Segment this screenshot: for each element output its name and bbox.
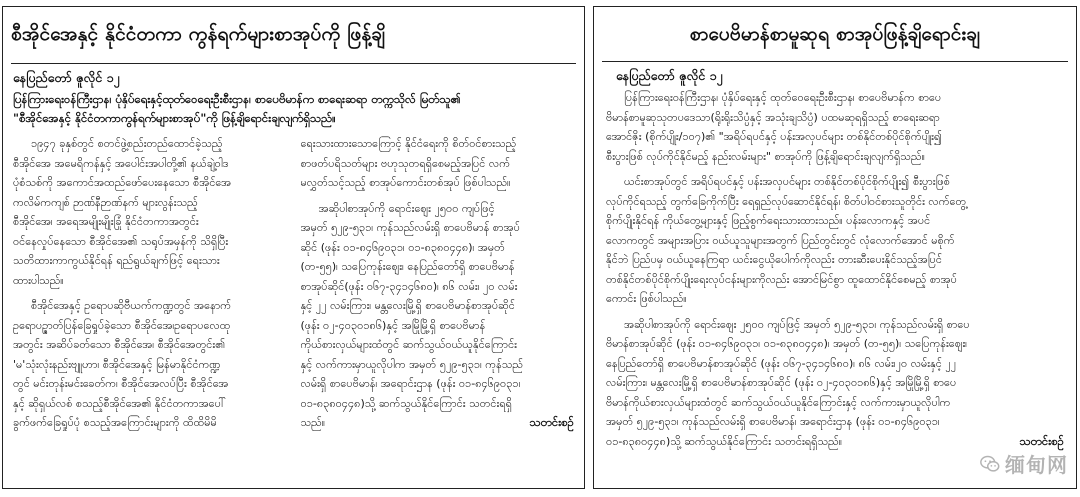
text-line: ကိုယ်စားလှယ်များထံတွင် ဆက်သွယ်ဝယ်ယူနိုင်ကြောင်း xyxy=(300,338,517,351)
left-signature: သတင်းစဉ် xyxy=(529,415,574,429)
right-article xyxy=(593,6,1077,489)
text-line: လုပ်ကိုင်ရသည့် တွက်ခြေကိုက်ပြီး ရေရှည်လုပ်ဆောင်နိုင်ရန်၊ စိတ်ပါဝင်စားသူတိုင်း လက်တွေ့ xyxy=(606,194,967,208)
left-lead xyxy=(3,90,584,128)
text-line: အတွင်း အဆိပ်ခတ်သော စီအိုင်အေ၊ စီအိုင်အေတွင်း၏ xyxy=(13,338,225,351)
right-paragraph-3 xyxy=(606,315,1064,452)
watermark-text: 缅甸网 xyxy=(1005,453,1068,477)
text-line: ဥရောပဥ္ဇာတ်ပြန်ခြေရှုပ်ခဲ့သော စီအိုင်အေ၊ဥရောပလေထု xyxy=(13,318,231,332)
text-line: နေပြည်တော်ရှိ စာပေဗိမာန်စာအုပ်ဆိုင် (ဖုန်း ၀၆၇-၃၄၁၄၆၈၀)၊ ၈၆ လမ်း၊၂၀ လမ်းနှင့် ၂၂ xyxy=(606,356,957,370)
left-col1-paragraph-2 xyxy=(13,296,287,433)
text-line: (ဖုန်း ၀၂-၄၀၃၀၁၈၆)နှင့် အမြိုမြို့ရှိ စာပေဗိမာန် xyxy=(300,318,486,332)
text-line: စီအိုင်အေ၊ အရေအမျိုးမျိုးခြုံ နိုင်ငံတကာအတွင်း xyxy=(13,215,199,228)
text-line: ဆိုင် (ဖုန်း ၀၁-၈၄၆၉၀၃၁၊ ၀၁-၈၃၈၀၄၄၈)၊ အမှတ် xyxy=(300,240,505,254)
text-line: ကလိမ်ကကျစ် ဉာဏ်နီဉာဏ်နက် များလွန်းသည့် xyxy=(13,195,198,209)
text-line: အမှတ် ၅၂၉-၅၃၁၊ ကုန်သည်လမ်းရှိ စာပေဗိမာန်၊ အရောင်းဌာန (ဖုန်း ၀၁-၈၄၆၉၀၃၁၊ xyxy=(606,415,940,428)
text-line: ဗိမာန်စာမူဆုသုတပဒေသာ(ရိုးရိုးသိပ္ပံနှင့် အသုံးချသိပ္ပံ) ပထမဆုရရှိသည့် စာရေးဆရာ xyxy=(606,110,940,124)
text-line: တစ်နိုင်တစ်ပိုင်စိုက်ပျိုးရေးလုပ်ငန်းများကိုလည်း အောင်မြင်စွာ ထူထောင်နိုင်စေမည့် စာအုပ် xyxy=(606,272,957,286)
text-line: စီအိုင်အေနှင့် ဥရောပဆိုဗီယက်ကဏ္ဍတွင် အနောက် xyxy=(31,299,232,312)
text-line: လောကတွင် အများအပြား ဝယ်ယူသူများအတွက် ပြည်တွင်းတွင် လုံလောက်အောင် မစိုက် xyxy=(606,233,955,247)
text-line: ဗိမာန်ကိုယ်စားလှယ်များထံတွင် ဆက်သွယ်ဝယ်ယူနိုင်ကြောင်းနှင့် လက်ကားမှာယူလိုပါက xyxy=(606,395,951,409)
text-line: လမ်းကြား၊ မန္တလေးမြို့ရှိ စာပေဗိမာန်စာအုပ်ဆိုင် (ဖုန်း ၀၂-၄၀၃၀၁၈၆)နှင့် အမြိုမြို့ရှိ စာပေ xyxy=(606,376,957,389)
text-line: ခွက်ဖက်ခြေရှုပ်ပုံ စသည့်အကြောင်းများကို ထိထိမိမိ xyxy=(13,416,217,429)
text-line: ပြန်ကြားရေးဝန်ကြီးဌာန၊ ပုံနှိပ်ရေးနှင့် ထုတ်ဝေရေးဦးစီးဌာန၊ စာပေဗိမာန်က စာပေ xyxy=(624,91,942,104)
text-line: နှင့် ၂၂ လမ်းကြား၊ မန္တလေးမြို့ရှိ စာပေဗိမာန်စာအုပ်ဆိုင် xyxy=(300,299,515,312)
right-dateline: နေပြည်တော် ဇူလိုင် ၁၂ xyxy=(616,68,723,83)
right-paragraph-1 xyxy=(606,88,1064,166)
text-line: နိုင်ဘဲ ပြည်ပမှ ဝယ်ယူနေကြရာ ယင်းငွေယိုပေါက်ကိုလည်း တားဆီးပေးနိုင်သည့်အပြင် xyxy=(606,253,942,266)
left-body-columns xyxy=(3,134,584,439)
text-line: ပုံစံသစ်ကို အကောင်အထည်ဖော်ပေးနေသော စီအိုင်အေ xyxy=(13,176,232,189)
left-column-1 xyxy=(13,134,287,439)
left-dateline: နေပြည်တော် ဇူလိုင် ၁၂ xyxy=(13,70,120,85)
left-headline-rule xyxy=(11,63,576,64)
text-line: နှင့် လက်ကားမှာယူလိုပါက အမှတ် ၅၂၉-၅၃၁၊ ကုန်သည် xyxy=(300,357,524,371)
text-line: အဆိုပါစာအုပ်ကို ရောင်းဈေး ၂၅၀၀ ကျပ်ဖြင့် အမှတ် ၅၂၉-၅၃၁၊ ကုန်သည်လမ်းရှိ စာပေ xyxy=(624,317,970,331)
text-line: စာဖတ်ပရိသတ်များ ဗဟုသုတရရှိစေမည့်အပြင် လက် xyxy=(300,156,510,170)
text-line: ထားပါသည်။ xyxy=(13,273,64,287)
text-line: အမှတ် ၅၂၉-၅၃၁၊ ကုန်သည်လမ်းရှိ စာပေဗိမာန် စာအုပ် xyxy=(300,221,520,234)
left-column-2 xyxy=(301,134,575,439)
text-line: ရေးသားထားသောကြောင့် နိုင်ငံရေးကို စိတ်ဝင်စားသည့် xyxy=(300,137,517,150)
left-col2-paragraph-1 xyxy=(301,134,575,193)
text-line: မလွှတ်သင့်သည့် စာအုပ်ကောင်းတစ်အုပ် ဖြစ်ပါသည်။ xyxy=(300,176,511,189)
text-line: ယင်းစာအုပ်တွင် အရိပ်ရပင်နှင့် ပန်းအလှပင်များ တစ်နိုင်တစ်ပိုင်စိုက်ပျိုး၍ စီးပွားဖြစ် xyxy=(624,175,950,188)
left-article xyxy=(2,6,585,489)
right-body xyxy=(594,88,1076,451)
watermark xyxy=(979,449,1068,478)
text-line: အဆိုပါစာအုပ်ကို ရောင်းဈေး ၂၅၀၀ ကျပ်ဖြင့် xyxy=(318,201,495,215)
text-line: နှင့် ဆိုရှယ်လစ် စသည့်စီအိုင်အေ၏ နိုင်ငံတကာအပေါ် xyxy=(13,396,226,410)
text-line: ၁၉၄၇ ခုနှစ်တွင် စတင်ဖွဲ့စည်းတည်ထောင်ခဲ့သည့် xyxy=(31,137,223,150)
right-paragraph-2 xyxy=(606,172,1064,309)
wechat-logo-icon xyxy=(979,453,1001,475)
text-line-end: ၀၁-၈၃၈၀၄၄၈)သို့ ဆက်သွယ်နိုင်ကြောင်း သတင်းရရှိသည်။ xyxy=(606,434,843,448)
left-col2-paragraph-2 xyxy=(301,199,575,433)
right-headline: စာပေဗိမာန်စာမူဆုရ စာအုပ်ဖြန့်ချိရောင်းချ xyxy=(689,23,981,45)
left-lead-line: "စီအိုင်အေနှင့် နိုင်ငံတကာကွန်ရက်များစာအုပ်"ကို ဖြန့်ချိရောင်းချလျက်ရှိသည်။ xyxy=(13,111,336,125)
text-line: စီးပွားဖြစ် လုပ်ကိုင်နိုင်မည့် နည်းလမ်းများ" စာအုပ်ကို ဖြန့်ချိရောင်းချလျက်ရှိသည်။ xyxy=(606,149,925,163)
text-line: ဝင်နေလှုပ်နေသော စီအိုင်အေ၏ သရုပ်အမှန်ကို သိရှိပြီး xyxy=(13,234,229,248)
right-headline-rule xyxy=(602,61,1068,62)
left-headline: စီအိုင်အေနှင့် နိုင်ငံတကာ ကွန်ရက်များစာအုပ်ကို ဖြန့်ချိ xyxy=(11,23,386,45)
text-line: ကောင်း ဖြစ်ပါသည်။ xyxy=(606,292,687,305)
left-col1-paragraph-1 xyxy=(13,134,287,290)
text-line: (တ-၅၅)၊ သပြေကုန်းဈေး၊ နေပြည်တော်ရှိ စာပေဗိမာန် xyxy=(300,260,515,273)
text-line: သတိထားကာကွယ်နိုင်ရန် ရည်ရွယ်ချက်ဖြင့် ရေးသား xyxy=(13,254,220,267)
text-line: ဗိမာန်စာအုပ်ဆိုင် (ဖုန်း ၀၁-၈၄၆၉၀၃၁၊ ၀၁-၈၃၈၀၄၄၈)၊ အမှတ် (တ-၅၅)၊ သပြေကုန်းဈေး၊ xyxy=(606,337,968,350)
text-line: စာအုပ်ဆိုင်(ဖုန်း ၀၆၇-၃၄၁၄၆၈၀)၊ ၈၆ လမ်း၊ ၂၀ လမ်း xyxy=(300,279,518,293)
text-line: စိုက်ပျိုးနိုင်ရန် ကိုယ်တွေ့များနှင့် ဖြည့်စွက်ရေးသားထားသည်။ ပန်းလောကနှင့် အပင် xyxy=(606,214,931,227)
text-line: အောင်ဇိုး (စိုက်ပျိုး/၁၀၇)၏ "အရိပ်ရပင်နှင့် ပန်းအလှပင်များ တစ်နိုင်တစ်ပိုင်စိုက်ပျိုး၍ xyxy=(606,130,943,143)
text-line xyxy=(301,413,575,433)
text-line: တွင် မင်းတုန်းမင်းခေတ်က၊ စီအိုင်အေလပ်ပြီး စီအိုင်အေ xyxy=(13,377,229,390)
text-line: 'မ'သုံးလုံးနည်းဗျူဟာ၊ စီအိုင်အေနှင့် မြန်မာနိုင်ငံကဏ္ဍ xyxy=(13,357,221,371)
text-line: လမ်းရှိ စာပေဗိမာန်၊ အရောင်းဌာန (ဖုန်း ၀၁-၈၄၆၉၀၃၁၊ xyxy=(300,377,521,390)
text-line: စီအိုင်အေ အမေရိကန်နှင့် အပေါင်းအပါတို့၏ နယ်ချဲ့ဝါဒ xyxy=(13,156,229,170)
text-line: ၀၁-၈၃၈၀၄၄၈)သို့ ဆက်သွယ်နိုင်ကြောင်း သတင်းရရှိ xyxy=(300,396,512,410)
right-signature: သတင်းစဉ် xyxy=(1019,433,1064,448)
text-line-end: သည်။ xyxy=(300,416,326,429)
left-lead-line: ပြန်ကြားရေးဝန်ကြီးဌာန၊ ပုံနှိပ်ရေးနှင့်ထုတ်ဝေရေးဦးစီးဌာန၊ စာပေဗိမာန်က စာရေးဆရာ တက္ကသိုလ် မြတ်သူ၏ xyxy=(13,92,461,106)
